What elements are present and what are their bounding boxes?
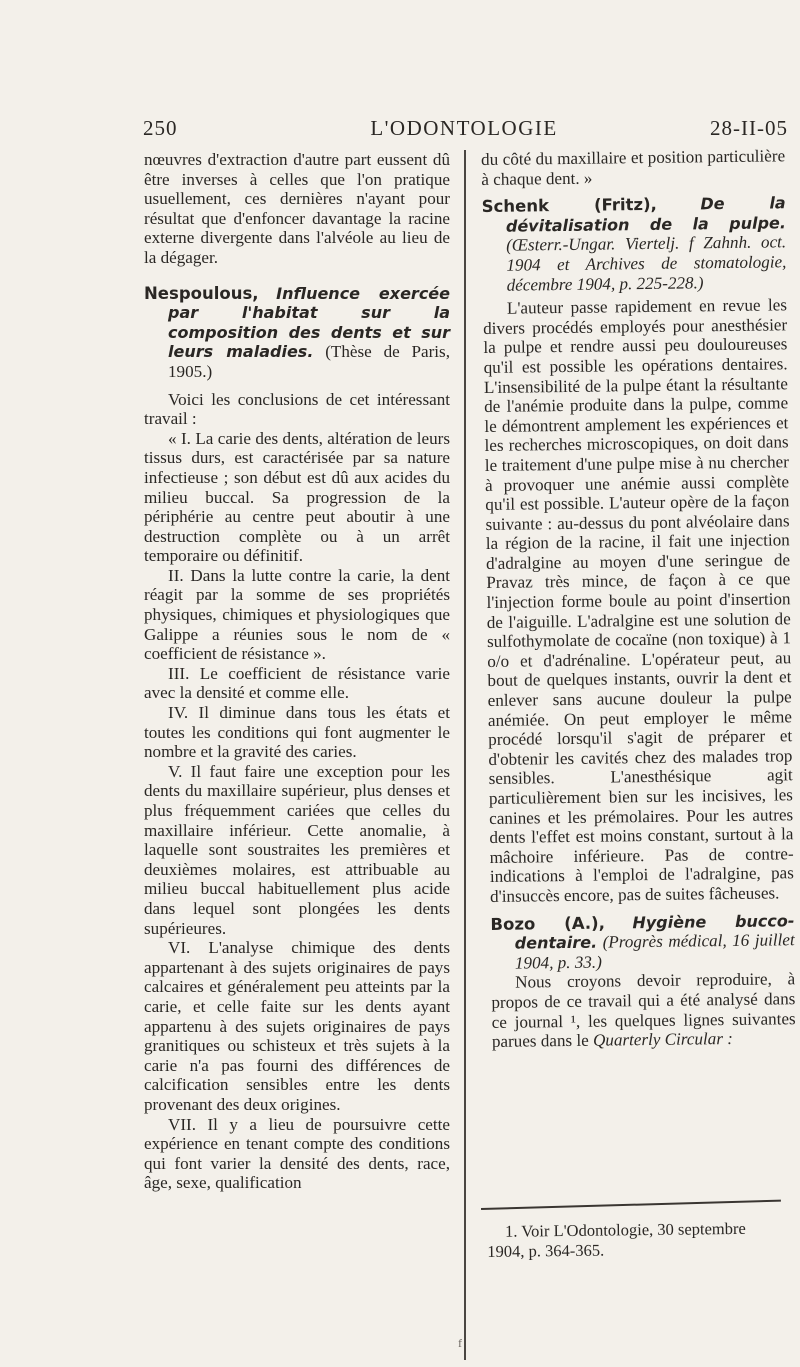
paragraph: L'auteur passe rapidement en revue les divers procédés employés pour anesthésier la pulpe et rendre aussi peu douloureuses qu'il est possible les opérations dentaires. L'insensibilité de la pulpe étant la résultante de l'anémie produite dans la pulpe, comme le démontrent amplement les expériences et les recherches microscopiques, on doit dans le traitement d'une pulpe mise à nu chercher à provoquer une anémie aussi complète qu'il est possible. L'auteur opère de la façon suivante : au-dessus du pont alvéolaire dans la région de la racine, il fait une injection d'adralgine au moyen d'une seringue de Pravaz très mince, de façon à ce que l'injection forme boule au point d'insertion de l'aiguille. L'adralgine est une solution de sulfothymolate de cocaïne (non toxique) à 1 o/o et d'adrénaline. L'opérateur peut, au bout de quelques instants, ouvrir la dent et enlever sans aucune douleur la pulpe anémiée. On peut employer le même procédé lorsqu'il s'agit de préparer et d'obtenir les cavités chez des malades trop sensibles. L'anesthésique agit particulièrement bien sur les incisives, les canines et les prémolaires. Pour les autres dents l'effet est moins constant, surtout à la mâchoire inférieure. Pas de contre-indications à l'emploi de l'adralgine, pas d'insuccès encore, pas de suites fâcheuses. [483,295,794,906]
conclusion-item: II. Dans la lutte contre la carie, la dent réagit par la somme de ses propriétés physiques, chimiques et physiologiques que Galippe a réunies sous le nom de « coefficient de résistance ». [144,565,450,664]
bibliography-entry-bozo [490,911,795,973]
conclusion-item: VII. Il y a lieu de poursuivre cette expérience en tenant compte des conditions qui font varier la densité des dents, race, âge, sexe, qualification [144,1114,450,1193]
entry-title: De la dévitalisation de la pulpe. [505,193,787,236]
entry-author: Nespoulous, [144,283,259,303]
footnote-separator [481,1200,781,1210]
entry-source: (Thèse de Paris, 1905.) [168,342,450,381]
bibliography-entry-nespoulous [144,284,450,382]
footnote: 1. Voir L'Odontologie, 30 septembre 1904, p. 364-365. [487,1218,746,1261]
conclusion-item: « I. La carie des dents, altération de leurs tissus durs, est caractérisée par sa nature infectieuse ; son début est dû aux acides du milieu buccal. Sa progression de la périphérie au centre peut aboutir à une destruction complète ou à un arrêt temporaire ou définitif. [144,428,450,566]
page-number: 250 [143,116,178,140]
continuation-text: du côté du maxillaire et position particulière à chaque dent. » [481,146,786,189]
left-column [144,150,450,1193]
paragraph: Voici les conclusions de cet intéressant travail : [144,389,450,429]
entry-source: (Œsterr.-Ungar. Viertelj. f Zahnh. oct. 1904 et Archives de stomatologie, décembre 1904, p. 225-228.) [506,232,787,295]
running-header [140,116,788,144]
journal-title: L'ODONTOLOGIE [370,116,558,140]
paragraph [491,970,796,1052]
conclusion-item: V. Il faut faire une exception pour les dents du maxillaire supérieur, plus denses et plus fréquemment cariées que celles du maxillaire inférieur. Cette anomalie, à laquelle sont soustraites les premières et deuxièmes molaires, est attribuable au milieu buccal habituellement plus acide dans lequel sont plongées les dents supérieures. [144,761,450,938]
right-column [481,146,796,1051]
entry-source: (Progrès médical, 16 juillet 1904, p. 33.) [514,930,795,973]
continuation-text: nœuvres d'extraction d'autre part eussent dû être inverses à celles que l'on pratique usuellement, ces dernières n'ayant pour résultat que d'enfoncer davantage la racine externe divergente dans l'alvéole au lieu de la dégager. [144,150,450,267]
entry-author: Schenk (Fritz), [481,195,657,217]
entry-author: Bozo (A.), [490,913,606,934]
conclusion-item: III. Le coefficient de résistance varie avec la densité et comme elle. [144,663,450,703]
quoted-source: Quarterly Circular : [592,1029,734,1050]
conclusion-item: VI. L'analyse chimique des dents appartenant à des sujets originaires de pays calcaires et généralement peu atteints par la carie, et celle faite sur les dents ayant appartenu à des sujets originaires de pays granitiques ou schisteux et très sujets à la carie n'a pas fourni des différences de calcification sensibles entre les dents provenant des deux origines. [144,938,450,1114]
bibliography-entry-schenk [482,193,787,295]
issue-date: 28-II-05 [710,116,788,140]
entry-title: Influence exercée par l'habitat sur la composition des dents et sur leurs maladies. [168,283,450,362]
stray-mark: f [458,1336,462,1350]
conclusion-item: IV. Il diminue dans tous les états et toutes les conditions qui font augmenter le nombre et la gravité des caries. [144,703,450,762]
paragraph-text: Nous croyons devoir reproduire, à propos de ce travail qui a été analysé dans ce journal ¹, les quelques lignes suivantes parues dans le [491,969,796,1052]
column-divider [464,150,466,1360]
entry-title: Hygiène bucco-dentaire. [514,910,795,953]
